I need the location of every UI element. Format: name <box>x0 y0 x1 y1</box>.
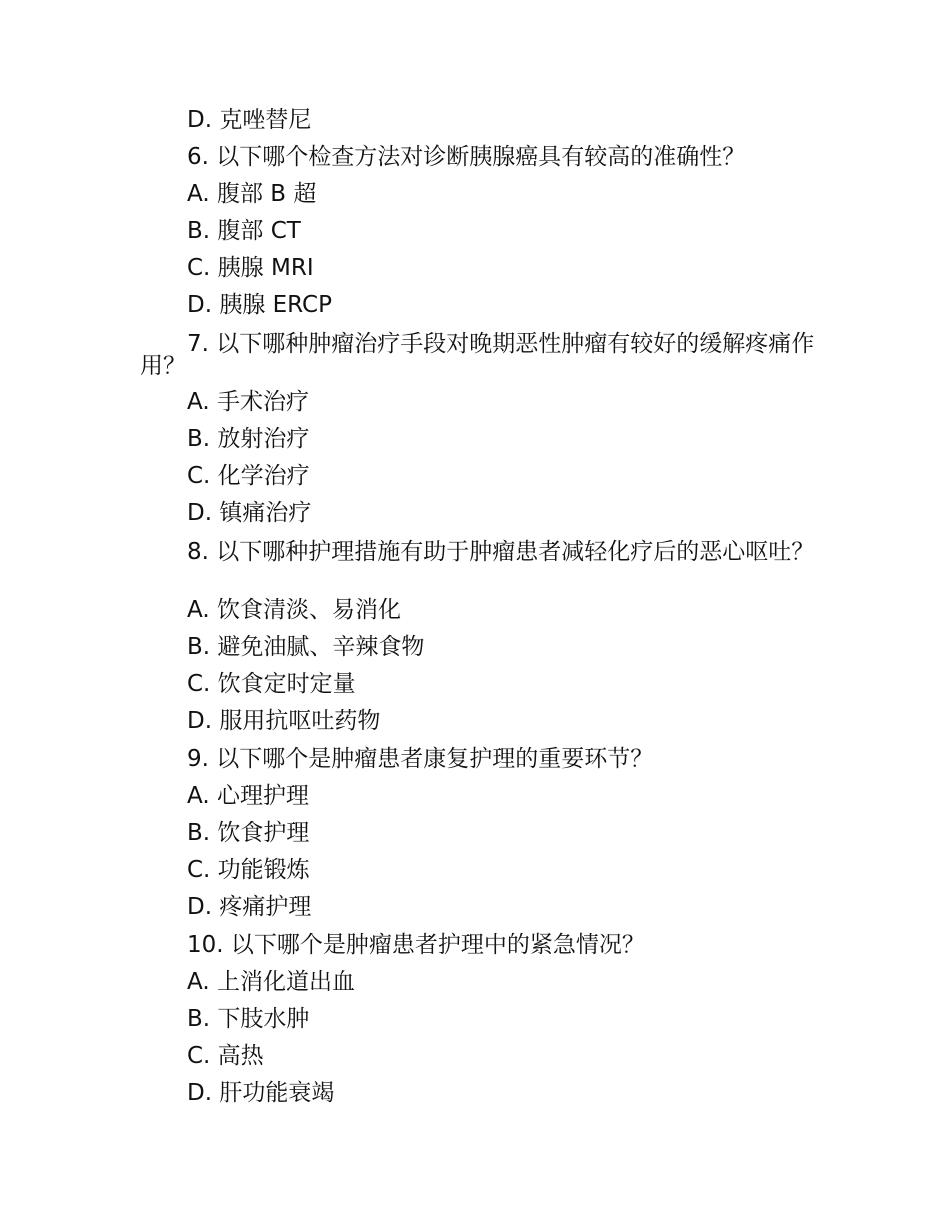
q7-option-a: A. 手术治疗 <box>187 389 309 415</box>
q8-question: 8. 以下哪种护理措施有助于肿瘤患者减轻化疗后的恶心呕吐？ <box>187 539 815 565</box>
q8-option-b: B. 避免油腻、辛辣食物 <box>187 634 425 660</box>
q7-question: 7. 以下哪种肿瘤治疗手段对晚期恶性肿瘤有较好的缓解疼痛作用？ <box>140 331 815 379</box>
q6-question: 6. 以下哪个检查方法对诊断胰腺癌具有较高的准确性？ <box>187 144 746 170</box>
q8-option-a: A. 饮食清淡、易消化 <box>187 597 401 623</box>
q6-option-c: C. 胰腺 MRI <box>187 255 314 281</box>
q10-question: 10. 以下哪个是肿瘤患者护理中的紧急情况？ <box>187 932 645 958</box>
q6-option-b: B. 腹部 CT <box>187 218 301 244</box>
q7-option-c: C. 化学治疗 <box>187 463 310 489</box>
q10-option-d: D. 肝功能衰竭 <box>187 1080 335 1106</box>
q10-option-b: B. 下肢水肿 <box>187 1006 310 1032</box>
q9-option-b: B. 饮食护理 <box>187 820 310 846</box>
q7-option-d: D. 镇痛治疗 <box>187 500 312 526</box>
q6-option-d: D. 胰腺 ERCP <box>187 292 332 318</box>
q6-option-a: A. 腹部 B 超 <box>187 181 317 207</box>
q7-option-b: B. 放射治疗 <box>187 426 310 452</box>
q10-option-a: A. 上消化道出血 <box>187 969 355 995</box>
q9-option-c: C. 功能锻炼 <box>187 857 310 883</box>
q8-option-d: D. 服用抗呕吐药物 <box>187 708 381 734</box>
q9-question: 9. 以下哪个是肿瘤患者康复护理的重要环节？ <box>187 746 654 772</box>
q9-option-a: A. 心理护理 <box>187 783 309 809</box>
q5-option-d: D. 克唑替尼 <box>187 107 312 133</box>
q8-option-c: C. 饮食定时定量 <box>187 671 356 697</box>
q10-option-c: C. 高热 <box>187 1043 264 1069</box>
q9-option-d: D. 疼痛护理 <box>187 894 312 920</box>
